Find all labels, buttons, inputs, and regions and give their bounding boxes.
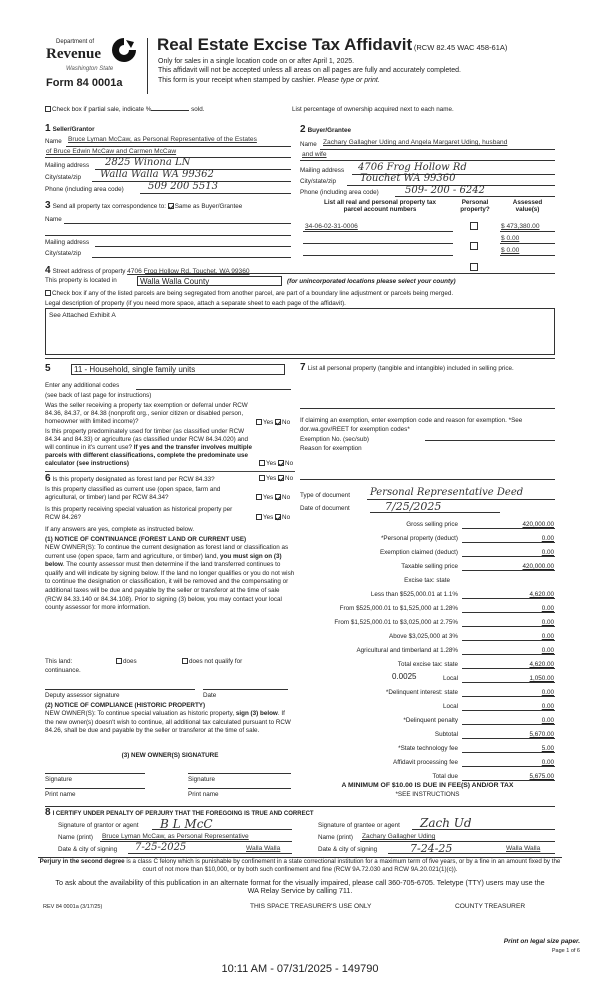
doc-date[interactable]: 7/25/2025 (385, 500, 442, 513)
doc-type-label: Type of document (300, 492, 351, 499)
see-back-label: (see back of last page for instructions) (45, 392, 152, 399)
tax-row-value[interactable]: 0.00 (462, 605, 555, 613)
buyer-phone[interactable]: 509- 200 - 6242 (405, 185, 485, 196)
county-note: (for unincorporated locations please select your county) (287, 278, 456, 285)
seller-city-label: City/state/zip (45, 174, 82, 181)
personal-checkbox[interactable] (470, 242, 478, 250)
tax-row (300, 643, 555, 655)
notice-continuance-title: (1) NOTICE OF CONTINUANCE (FOREST LAND OR CURRENT USE) (45, 536, 247, 543)
grantee-name-label: Name (print) (318, 834, 353, 841)
grantor-name[interactable]: Bruce Lyman McCaw, as Personal Representative (102, 833, 249, 840)
assessed-header: Assessed value(s) (512, 199, 543, 214)
yesno: Yes No (256, 514, 290, 521)
doc-date-label: Date of document (300, 505, 350, 512)
tax-row-label: Taxable selling price (401, 563, 458, 570)
tax-row-value[interactable]: 420,000.00 (462, 563, 555, 571)
seller-mail[interactable]: 2825 Winona LN (105, 157, 191, 168)
grantee-name[interactable]: Zachary Gallagher Uding (362, 833, 436, 840)
buyer-name-2[interactable]: and wife (302, 151, 327, 158)
grantor-date-label: Date & city of signing (58, 846, 118, 853)
tax-row-label: Above $3,025,000 at 3% (389, 633, 458, 640)
partial-sale-checkbox[interactable] (45, 106, 51, 112)
tax-row (300, 545, 555, 557)
grantee-date[interactable]: 7-24-25 (410, 842, 453, 855)
personal-checkbox[interactable] (470, 263, 478, 271)
grantee-signature[interactable]: Zach Ud (420, 816, 472, 830)
tax-row-value[interactable]: 1,050.00 (462, 675, 555, 683)
personal-checkbox[interactable] (470, 222, 478, 230)
corr-name-label: Name (45, 216, 62, 223)
revision: REV 84 0001a (3/17/25) (43, 904, 103, 910)
notice-compliance-title: (2) NOTICE OF COMPLIANCE (HISTORIC PROPERTY) (45, 702, 206, 709)
page-title: Real Estate Excise Tax Affidavit (RCW 82.45 WAC 458-61A) (157, 35, 508, 54)
certify-heading: 8 I CERTIFY UNDER PENALTY OF PERJURY THAT THE FOREGOING IS TRUE AND CORRECT (45, 807, 314, 818)
no-checkbox[interactable] (275, 514, 281, 520)
tax-row (300, 741, 555, 753)
county-treasurer: COUNTY TREASURER (455, 903, 526, 910)
logo-state: Washington State (66, 66, 114, 72)
tax-row-label: Total excise tax: state (397, 661, 458, 668)
same-as-buyer-checkbox[interactable] (168, 203, 174, 209)
tax-row (300, 685, 555, 697)
section5-num: 5 (45, 363, 51, 374)
seller-city[interactable]: Walla Walla WA 99362 (100, 169, 214, 180)
tax-row-value[interactable]: 5.00 (462, 745, 555, 753)
assessed-value[interactable]: $ 0.00 (501, 235, 520, 242)
tax-row-label: Affidavit processing fee (393, 759, 458, 766)
seller-phone-label: Phone (including area code) (45, 186, 124, 193)
tax-row (300, 629, 555, 641)
tax-row-label: Local (442, 703, 458, 710)
tax-row-value[interactable]: 0.00 (462, 759, 555, 767)
yesno: Yes No (256, 419, 290, 426)
tax-row-value[interactable]: 5,675.00 (462, 773, 555, 781)
parcel-number[interactable]: 34-06-02-31-0006 (305, 223, 358, 230)
tax-row (300, 587, 555, 599)
seller-phone[interactable]: 509 200 5513 (148, 181, 218, 192)
grantor-city[interactable]: Walla Walla (246, 845, 281, 852)
assessed-value[interactable]: $ 0.00 (501, 247, 520, 254)
page-number: Page 1 of 6 (551, 948, 580, 954)
header-divider (147, 38, 148, 94)
tax-row-label: Subtotal (434, 731, 458, 738)
tax-row (300, 671, 555, 683)
seller-mail-label: Mailing address (45, 162, 90, 169)
street-address[interactable]: 4706 Frog Hollow Rd, Touchet, WA 99360 (127, 268, 250, 275)
continuance-label: continuance. (45, 667, 81, 674)
yes-checkbox[interactable] (256, 494, 262, 500)
minimum-due: A MINIMUM OF $10.00 IS DUE IN FEE(S) AND/OR TAX (341, 782, 514, 789)
tax-row-value[interactable]: 0.00 (462, 689, 555, 697)
buyer-name[interactable]: Zachary Gallagher Uding and Angela Margaret Uding, husband (323, 139, 508, 146)
seller-name-label: Name (45, 138, 62, 145)
header-line3: This form is your receipt when stamped by cashier. Please type or print. (158, 77, 380, 84)
logo-dept: Department of (56, 39, 95, 45)
tax-row-label: Total due (432, 773, 458, 780)
buyer-city[interactable]: Touchet WA 99360 (360, 173, 456, 184)
yes-checkbox[interactable] (259, 460, 265, 466)
yesno: Yes No (259, 460, 293, 467)
tax-row (300, 769, 555, 781)
tax-row-label: Gross selling price (406, 521, 458, 528)
tax-row-label: Local (442, 675, 458, 682)
tax-row-label: From $525,000.01 to $1,525,000 at 1.28% (339, 605, 458, 612)
tax-row-label: *State technology fee (398, 745, 458, 752)
print-name-label: Print name (45, 791, 76, 798)
grantor-signature[interactable]: B L McC (160, 817, 213, 831)
additional-codes-label: Enter any additional codes (45, 382, 120, 389)
tax-row (300, 559, 555, 571)
tax-row-value[interactable]: 0.00 (462, 647, 555, 655)
tax-row (300, 615, 555, 627)
signature-label: Signature (188, 776, 215, 783)
personal-property-label: 7 List all personal property (tangible and intangible) included in selling price. (300, 362, 514, 373)
parcel-header: List all real and personal property tax parcel account numbers (324, 199, 436, 214)
header-line2: This affidavit will not be accepted unless all areas on all pages are fully and accurately completed. (158, 67, 461, 74)
treasurer-use: THIS SPACE TREASURER'S USE ONLY (250, 903, 372, 910)
grantor-sig-label: Signature of grantor or agent (58, 822, 139, 829)
current-use-question: Is this property classified as current use (open space, farm and agricultural, or timber) land per RCW 84.34? (45, 486, 221, 501)
notice-compliance-text: NEW OWNER(S): To continue special valuation as historic property, sign (3) below. If the new owner(s) doesn't wish to continue, all additional tax calculated pursuant to RCW 84.26, shall be due and payable by the seller or transferor at the time of sale. (45, 710, 291, 735)
tax-row-label: From $1,525,000.01 to $3,025,000 at 2.75% (334, 619, 458, 626)
grantee-city[interactable]: Walla Walla (506, 845, 541, 852)
ownership-note: List percentage of ownership acquired next to each name. (292, 106, 454, 113)
notice-continuance-text: NEW OWNER(S): To continue the current designation as forest land or classification as current use (open space, farm and agriculture, or timber) land, you must sign on (3) below. The county assessor must then determine if the land transferred continues to qualify and will indicate by signing below. If the land no longer qualifies or you do not wish to continue the designation or classification, it will be removed and the compensating or additional taxes will be due and payable by the seller or transferor at the time of sale (RCW 84.33.140 or 84.34.108). Prior to signing (3) below, you may contact your local county assessor for more information. (45, 544, 295, 612)
no-checkbox[interactable] (278, 460, 284, 466)
seller-name[interactable]: Bruce Lyman McCaw, as Personal Representative of the Estates (68, 136, 257, 143)
see-instructions: *SEE INSTRUCTIONS (395, 791, 460, 798)
doc-type[interactable]: Personal Representative Deed (370, 487, 524, 498)
county-select[interactable]: Walla Walla County (137, 276, 282, 286)
tax-row (300, 517, 555, 529)
new-owner-signature-title: (3) NEW OWNER(S) SIGNATURE (121, 752, 219, 759)
no-checkbox[interactable] (275, 419, 281, 425)
exemption-question: Was the seller receiving a property tax exemption or deferral under RCW 84.36, 84.37, or 84.38 (nonprofit org., senior citizen or disabled person, homeowner with limited income)? (45, 402, 248, 425)
header-line1: Only for sales in a single location code on or after April 1, 2025. (158, 58, 355, 65)
if-yes-note: If any answers are yes, complete as instructed below. (45, 526, 195, 533)
tax-row-value[interactable]: 4,620.00 (462, 661, 555, 669)
segregated-checkbox[interactable] (45, 290, 51, 296)
tax-row (300, 713, 555, 725)
legal-label: Legal description of property (if you need more space, attach a separate sheet to each page of the affidavit). (45, 300, 346, 307)
located-label: This property is located in (45, 277, 117, 284)
land-use-code-select[interactable]: 11 - Household, single family units (71, 364, 285, 375)
grantor-name-label: Name (print) (58, 834, 93, 841)
tax-row-value[interactable]: 0.00 (462, 535, 555, 543)
no-checkbox[interactable] (275, 494, 281, 500)
legal-description-field[interactable]: See Attached Exhibit A (45, 308, 555, 355)
local-rate: 0.0025 (392, 672, 417, 681)
tax-row (300, 699, 555, 711)
tax-row-value[interactable]: 0.00 (462, 717, 555, 725)
tax-row (300, 573, 555, 585)
corr-city-label: City/state/zip (45, 250, 82, 257)
yes-checkbox[interactable] (256, 419, 262, 425)
correspondence-heading: 3 Send all property tax correspondence to: Same as Buyer/Grantee (45, 200, 243, 211)
grantor-date[interactable]: 7-25-2025 (135, 842, 187, 853)
yesno: Yes No (259, 475, 293, 482)
tax-row (300, 657, 555, 669)
reason-label: Reason for exemption (300, 445, 362, 452)
tax-row-value[interactable]: 0.00 (462, 549, 555, 557)
tax-row-label: Excise tax: state (404, 577, 450, 584)
tax-row-value[interactable]: 4,620.00 (462, 591, 555, 599)
segregated-row: Check box if any of the listed parcels are being segregated from another parcel, are part of a boundary line adjustment or parcels being merged. (45, 290, 453, 297)
seller-name-2[interactable]: of Bruce Edwin McCaw and Carmen McCaw (46, 148, 177, 155)
buyer-heading: 2 Buyer/Grantee (300, 124, 351, 135)
logo-mark-icon (110, 36, 138, 62)
print-name-label: Print name (188, 791, 219, 798)
tax-row-value[interactable]: 0.00 (462, 619, 555, 627)
tax-row-value[interactable]: 0.00 (462, 633, 555, 641)
exemption-text: If claiming an exemption, enter exemption code and reason for exemption. *See dor.wa.gov/REET for exemption codes* (300, 417, 523, 433)
street-row: 4 Street address of property 4706 Frog Hollow Rd, Touchet, WA 99360 (45, 265, 250, 276)
date-label: Date (203, 692, 217, 699)
divider (45, 358, 555, 359)
buyer-mail-label: Mailing address (300, 167, 345, 174)
tax-row-label: *Delinquent interest: state (385, 689, 458, 696)
signature-label: Signature (45, 776, 72, 783)
forest-question: 6 Is this property designated as forest land per RCW 84.33? (45, 473, 215, 484)
exemption-no-label: Exemption No. (sec/sub) (300, 436, 369, 443)
tax-row-label: Less than $525,000.01 at 1.1% (370, 591, 458, 598)
no-checkbox[interactable] (278, 475, 284, 481)
grantee-sig-label: Signature of grantee or agent (318, 822, 400, 829)
assessed-value[interactable]: $ 473,380.00 (501, 223, 540, 230)
partial-sale: Check box if partial sale, indicate % sold. (45, 106, 204, 113)
tax-row-value[interactable]: 5,670.00 (462, 731, 555, 739)
perjury-notice: Perjury in the second degree is a class C felony which is punishable by confinement in a state correctional institution for a maximum term of five years, or by a fine in an amount fixed by the court of not more than $10,000, or by both such confinement and fine (RCW 9A.72.030 and RCW 9A.20.021(1)(c)). (39, 858, 561, 873)
tax-row-value[interactable]: 0.00 (462, 703, 555, 711)
deputy-signature-label: Deputy assessor signature (45, 692, 120, 699)
timestamp-stamp: 10:11 AM - 07/31/2025 - 149790 (221, 963, 379, 975)
logo-revenue: Revenue (46, 46, 101, 62)
accessibility-notice: To ask about the availability of this publication in an alternate format for the visually impaired, please call 360-705-6705. Teletype (TTY) users may use the WA Relay Service by calling 711. (55, 878, 545, 895)
partial-percent-field[interactable] (151, 110, 189, 111)
buyer-mail[interactable]: 4706 Frog Hollow Rd (358, 162, 467, 173)
tax-row-label: *Delinquent penalty (403, 717, 458, 724)
does-option: does (116, 658, 137, 665)
yesno: Yes No (256, 494, 290, 501)
does-not-option: does not qualify for (182, 658, 242, 665)
does-checkbox[interactable] (116, 658, 122, 664)
tax-row-label: *Personal property (deduct) (380, 535, 458, 542)
legal-paper-note: Print on legal size paper. (503, 938, 580, 945)
buyer-phone-label: Phone (including area code) (300, 189, 379, 196)
does-not-checkbox[interactable] (182, 658, 188, 664)
buyer-name-label: Name (300, 141, 317, 148)
yes-checkbox[interactable] (256, 514, 262, 520)
tax-row-value[interactable]: 420,000.00 (462, 521, 555, 529)
divider (45, 471, 295, 472)
buyer-city-label: City/state/zip (300, 178, 337, 185)
historical-question: Is this property receiving special valuation as historical property per RCW 84.26? (45, 506, 233, 521)
timber-question: Is this property predominately used for timber (as classified under RCW 84.34 and 84.33) or agriculture (as classified under RCW 84.34.020) and will continue in it's current use? If yes and the transfer involves multiple parcels with different classifications, complete the predominate use calculator (see instructions) (45, 428, 252, 467)
tax-row (300, 727, 555, 739)
yes-checkbox[interactable] (259, 475, 265, 481)
tax-row (300, 531, 555, 543)
this-land-label: This land: (45, 658, 73, 665)
seller-heading: 1 Seller/Grantor (45, 123, 95, 134)
tax-row (300, 755, 555, 767)
corr-mail-label: Mailing address (45, 239, 90, 246)
tax-row-label: Exemption claimed (deduct) (379, 549, 458, 556)
form-number: Form 84 0001a (46, 77, 123, 89)
tax-row-label: Agricultural and timberland at 1.28% (356, 647, 458, 654)
dor-logo (44, 34, 144, 96)
tax-row (300, 601, 555, 613)
personal-header: Personal property? (460, 199, 490, 214)
grantee-date-label: Date & city of signing (318, 846, 378, 853)
